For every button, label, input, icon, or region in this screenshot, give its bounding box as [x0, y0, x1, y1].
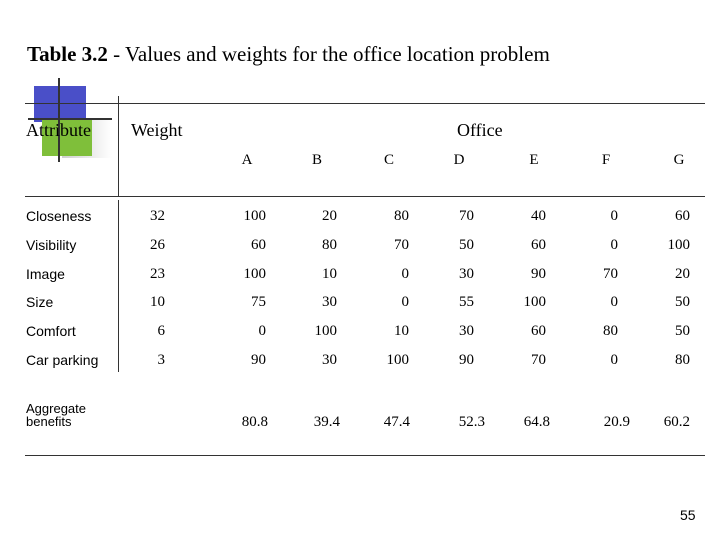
row-weight: 10: [150, 294, 165, 310]
office-col-header: F: [601, 152, 611, 168]
row-label: Comfort: [26, 323, 76, 339]
row-weight: 26: [150, 237, 165, 253]
table-row: [0, 237, 720, 261]
row-label: Size: [26, 294, 54, 310]
table-number: Table 3.2: [27, 42, 108, 66]
row-value: 30: [322, 294, 337, 310]
decorative-blue-square: [34, 86, 86, 122]
row-value: 0: [610, 208, 618, 224]
attribute-header: Attribute: [26, 120, 91, 140]
row-weight: 6: [157, 323, 165, 339]
row-value: 30: [322, 352, 337, 368]
aggregate-value: 64.8: [523, 414, 550, 430]
row-value: 50: [459, 237, 474, 253]
row-value: 70: [603, 266, 618, 282]
row-value: 80: [675, 352, 690, 368]
row-value: 55: [459, 294, 474, 310]
office-col-header: B: [311, 152, 322, 168]
aggregate-value: 20.9: [603, 414, 630, 430]
row-label: Car parking: [26, 352, 99, 368]
row-value: 10: [322, 266, 337, 282]
aggregate-value: 39.4: [313, 414, 340, 430]
row-value: 50: [675, 323, 690, 339]
row-value: 60: [675, 208, 690, 224]
row-weight: 3: [157, 352, 165, 368]
table-row: [0, 352, 720, 376]
weight-header: Weight: [131, 120, 183, 140]
row-value: 0: [401, 294, 409, 310]
row-value: 60: [531, 323, 546, 339]
aggregate-value: 80.8: [241, 414, 268, 430]
row-label: Image: [26, 266, 65, 282]
row-value: 70: [394, 237, 409, 253]
row-value: 70: [531, 352, 546, 368]
aggregate-value: 47.4: [383, 414, 410, 430]
row-value: 30: [459, 323, 474, 339]
table-bottom-rule: [25, 455, 705, 456]
aggregate-label: [26, 402, 116, 428]
table-header-rule: [25, 196, 705, 197]
row-value: 100: [523, 294, 546, 310]
row-value: 80: [322, 237, 337, 253]
row-value: 0: [610, 237, 618, 253]
aggregate-label-line1: Aggregate: [26, 401, 86, 416]
office-col-header: E: [529, 152, 539, 168]
row-value: 100: [667, 237, 690, 253]
row-value: 0: [401, 266, 409, 282]
row-value: 90: [531, 266, 546, 282]
row-value: 70: [459, 208, 474, 224]
row-value: 20: [322, 208, 337, 224]
row-label: Visibility: [26, 237, 77, 253]
row-value: 100: [243, 208, 266, 224]
office-col-header: C: [383, 152, 394, 168]
table-row: [0, 294, 720, 318]
table-caption: - Values and weights for the office location problem: [113, 42, 550, 66]
office-header: Office: [457, 120, 503, 140]
row-value: 60: [251, 237, 266, 253]
row-weight: 23: [150, 266, 165, 282]
row-value: 80: [394, 208, 409, 224]
row-value: 60: [531, 237, 546, 253]
header-column-separator: [118, 96, 119, 196]
row-value: 40: [531, 208, 546, 224]
table-row: [0, 323, 720, 347]
row-value: 75: [251, 294, 266, 310]
row-value: 100: [243, 266, 266, 282]
row-weight: 32: [150, 208, 165, 224]
table-row: [0, 208, 720, 232]
row-value: 0: [610, 294, 618, 310]
row-value: 100: [386, 352, 409, 368]
table-top-rule: [25, 103, 705, 104]
slide-title: [27, 42, 550, 67]
row-value: 0: [258, 323, 266, 339]
page-number: 55: [680, 507, 696, 523]
row-value: 20: [675, 266, 690, 282]
aggregate-value: 52.3: [458, 414, 485, 430]
row-label: Closeness: [26, 208, 92, 224]
office-col-header: G: [673, 152, 685, 168]
aggregate-label-line2: benefits: [26, 414, 72, 429]
row-value: 10: [394, 323, 409, 339]
row-value: 30: [459, 266, 474, 282]
row-value: 100: [314, 323, 337, 339]
row-value: 80: [603, 323, 618, 339]
row-value: 0: [610, 352, 618, 368]
office-col-header: D: [453, 152, 465, 168]
row-value: 90: [251, 352, 266, 368]
row-value: 50: [675, 294, 690, 310]
row-value: 90: [459, 352, 474, 368]
aggregate-value: 60.2: [663, 414, 690, 430]
table-row: [0, 266, 720, 290]
office-col-header: A: [241, 152, 253, 168]
